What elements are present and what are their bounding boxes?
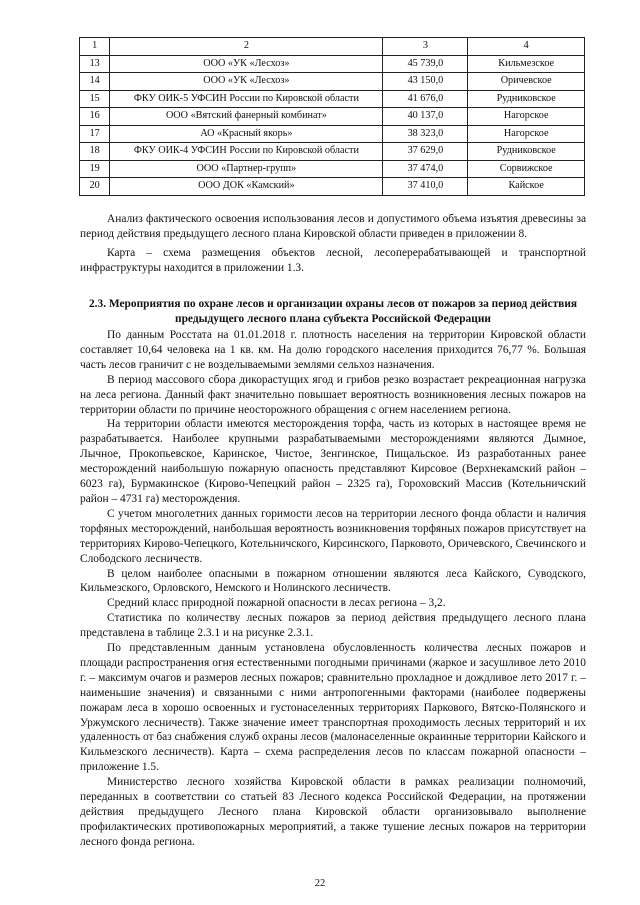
table-cell: ООО «Партнер-групп» [110,160,383,178]
table-cell: Рудниковское [468,90,585,108]
table-header-row [80,38,585,56]
table-cell: 45 739,0 [383,55,468,73]
table-cell: 43 150,0 [383,73,468,91]
paragraph: Министерство лесного хозяйства Кировской области в рамках реализации полномочий, переданных в соответствии со статьей 83 Лесного кодекса Российской Федерации, на протяжении действия предыдущего Лесного плана Кировской области организовывало выполнение профилактических противопожарных мероприятий, а также тушение лесных пожаров на территории лесного фонда региона. [80,776,586,848]
table-row [80,90,585,108]
table-row [80,143,585,161]
table-cell: Нагорское [468,125,585,143]
table-cell: 40 137,0 [383,108,468,126]
intro-text [80,212,586,276]
table-row [80,73,585,91]
table-cell: 37 629,0 [383,143,468,161]
paragraph: Анализ фактического освоения использования лесов и допустимого объема изъятия древесины за период действия предыдущего лесного плана Кировской области приведен в приложении 8. [80,213,586,240]
table-cell: ООО «Вятский фанерный комбинат» [110,108,383,126]
paragraph: Средний класс природной пожарной опасности в лесах региона – 3,2. [107,597,446,610]
table-cell: 14 [80,73,110,91]
table-cell: 38 323,0 [383,125,468,143]
table-cell: ООО ДОК «Камский» [110,178,383,196]
table-cell: 15 [80,90,110,108]
table-cell: 17 [80,125,110,143]
table-cell: 13 [80,55,110,73]
table-cell: 16 [80,108,110,126]
page-number: 22 [314,878,326,889]
table-cell: Сорвижское [468,160,585,178]
table-row [80,125,585,143]
table-header-cell: 1 [80,38,110,56]
paragraph: Статистика по количеству лесных пожаров за период действия предыдущего лесного плана представлена в таблице 2.3.1 и на рисунке 2.3.1. [80,612,586,640]
table-cell: 20 [80,178,110,196]
table-cell: Рудниковское [468,143,585,161]
table-cell: Кильмезское [468,55,585,73]
table-cell: ФКУ ОИК-4 УФСИН России по Кировской области [110,143,383,161]
table-cell: АО «Красный якорь» [110,125,383,143]
table-cell: Кайское [468,178,585,196]
organizations-table [79,37,585,196]
table-header-cell: 4 [468,38,585,56]
table-cell: ООО «УК «Лесхоз» [110,55,383,73]
table-cell: 41 676,0 [383,90,468,108]
table-cell: 18 [80,143,110,161]
table-header-cell: 3 [383,38,468,56]
table-header-cell: 2 [110,38,383,56]
table-row [80,108,585,126]
table-cell: 19 [80,160,110,178]
section-heading: 2.3. Мероприятия по охране лесов и организации охраны лесов от пожаров за период действия предыдущего лесного плана субъекта Российской Федерации [88,298,578,325]
table-cell: Оричевское [468,73,585,91]
table-cell: Нагорское [468,108,585,126]
paragraph: По представленным данным установлена обусловленность количества лесных пожаров и площади распространения огня естественными погодными причинами (жаркое и засушливое лето 2010 г. – максимум очагов и размеров лесных пожаров; сравнительно прохладное и дождливое лето 2017 г. – наименьшие значения) и связанными с ними антропогенными факторами (наиболее подвержены пожарам леса в хорошо освоенных и густонаселенных территориях Паркового, Вятско-Полянского и Уржумского лесничеств). Также значение имеет транспортная проходимость лесных территорий и их удаленность от баз снабжения служб охраны лесов (малонаселенные окраинные территории Кайского и Кильмезского лесничеств). Карта – схема распределения лесов по классам пожарной опасности – приложение 1.5. [80,642,586,774]
table-cell: 37 474,0 [383,160,468,178]
paragraph: Карта – схема размещения объектов лесной, лесоперерабатывающей и транспортной инфраструктуры находится в приложении 1.3. [80,246,586,274]
paragraph: По данным Росстата на 01.01.2018 г. плотность населения на территории Кировской области составляет 10,64 человека на 1 кв. км. На долю городского населения приходится 76,77 %. Большая часть лесов граничит с не возделываемыми землями сельхоз назначения. [80,329,586,371]
table-cell: ФКУ ОИК-5 УФСИН России по Кировской области [110,90,383,108]
paragraph: В целом наиболее опасными в пожарном отношении являются леса Кайского, Суводского, Кильмезского, Орловского, Немского и Нолинского лесничеств. [80,567,586,595]
body-text [80,328,586,850]
paragraph: На территории области имеются месторождения торфа, часть из которых в настоящее время не разрабатывается. Наиболее крупными разрабатываемыми месторождениями являются Дымное, Лычное, Прокопьевское, Каринское, Чистое, Зенгинское, Пищальское. Из разработанных ранее месторождений наибольшую пожарную опасность представляют Кирсовое (Верхнекамский район – 6023 га), Бурмакинское (Кирово-Чепецкий район – 2325 га), Гороховский Массив (Котельничский район – 4731 га) месторождения. [80,418,586,505]
paragraph: В период массового сбора дикорастущих ягод и грибов резко возрастает рекреационная нагрузка на леса региона. Данный факт значительно повышает вероятность возникновения лесных пожаров на территории области по причине неосторожного обращения с огнем населением региона. [80,373,586,416]
table-cell: 37 410,0 [383,178,468,196]
table-row [80,160,585,178]
paragraph: С учетом многолетних данных горимости лесов на территории лесного фонда области и наличия торфяных месторождений, наибольшая вероятность возникновения торфяных пожаров присутствует на территориях Кирово-Чепецкого, Котельничского, Кирсинского, Парковото, Оричевского, Свечинского и Слободского лесничеств. [80,507,586,565]
table-row [80,178,585,196]
table-row [80,55,585,73]
table-cell: ООО «УК «Лесхоз» [110,73,383,91]
